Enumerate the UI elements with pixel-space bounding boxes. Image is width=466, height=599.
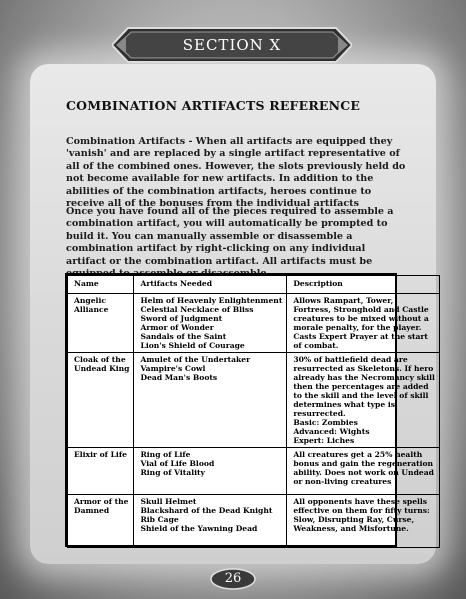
page-number: 26 [224,571,242,586]
table-row [68,294,440,353]
description-cell [287,353,440,448]
cell-line: Weakness, and Misfortune. [293,524,409,533]
cell-line: Armor of Wonder [140,323,214,332]
cell-line: Expert: Liches [293,436,355,445]
cell-line: Ring of Life [140,450,191,459]
description-cell [287,495,440,548]
cell-line: Allows Rampart, Tower, [293,296,394,305]
cell-line: Fortress, Stronghold and Castle [293,305,429,314]
cell-line: of combat. [293,341,339,350]
assembly-paragraph: Once you have found all of the pieces required to assemble a combination artifact, you will automatically be prompted to build it. You can manually assemble or disassemble a combination artifact by right-clicking on any individual artifact or the combination artifact. All artifacts must be [66,206,394,267]
artifacts-needed-cell [134,353,287,448]
cell-line: resurrected. [293,409,346,418]
cell-line: Slow, Disrupting Ray, Curse, [293,515,415,524]
cell-line: Amulet of the Undertaker [140,355,251,364]
artifacts-needed-cell [134,448,287,495]
cell-line: Celestial Necklace of Bliss [140,305,254,314]
artifacts-needed-cell [134,294,287,353]
section-title: SECTION X [182,36,282,54]
cell-line: Casts Expert Prayer at the start [293,332,428,341]
table-row [68,495,440,548]
cell-line: All opponents have these spells [293,497,428,506]
description-cell [287,294,440,353]
cell-line: Helm of Heavenly Enlightenment [140,296,283,305]
cell-line: Vial of Life Blood [140,459,215,468]
cell-line: ability. Does not work on Undead [293,468,434,477]
table-row [68,353,440,448]
header-description: Description [287,276,440,294]
cell-line: 30% of battlefield dead are [293,355,408,364]
cell-line: Dead Man's Boots [140,373,218,382]
cell-line: Angelic [74,296,106,305]
cell-line: morale penalty, for the player. [293,323,422,332]
header-name: Name [68,276,134,294]
cell-line: All creatures get a 25% health [293,450,423,459]
cell-line: or non-living creatures [293,477,392,486]
artifacts-table [65,273,435,547]
cell-line: Blackshard of the Dead Knight [140,506,273,515]
cell-line: already has the Necromancy skill [293,373,435,382]
cell-line: Elixir of Life [74,450,127,459]
cell-line: Lion's Shield of Courage [140,341,245,350]
intro-paragraph: Combination Artifacts - When all artifacts are equipped they 'vanish' and are replaced by a single artifact representative of all of the combined ones. However, the slots previously held do not become available for new artifacts. In addition to the abilities of the combination artifacts, heroes continue to receive all of the bonuses from the individual artifacts [66,136,406,210]
cell-line: Sandals of the Saint [140,332,227,341]
page-number-badge [210,568,256,590]
cell-line: to the skill and the level of skill [293,391,429,400]
section-banner [112,26,352,64]
table-row [68,448,440,495]
cell-line: Sword of Judgment [140,314,223,323]
cell-line: creatures to be mixed without a [293,314,429,323]
artifact-name-cell [68,448,134,495]
table-header-row [68,276,440,294]
artifacts-grid [67,275,440,548]
cell-line: effective on them for fifty turns: [293,506,430,515]
cell-line: determines what type is [293,400,395,409]
cell-line: Damned [74,506,110,515]
cell-line: Advanced: Wights [293,427,370,436]
artifacts-needed-cell [134,495,287,548]
cell-line: Shield of the Yawning Dead [140,524,258,533]
cell-line: Basic: Zombies [293,418,358,427]
cell-line: resurrected as Skeletons. If hero [293,364,434,373]
cell-line: bonus and gain the regeneration [293,459,434,468]
cell-line: Undead King [74,364,130,373]
cell-line: Alliance [74,305,109,314]
artifact-name-cell [68,294,134,353]
cell-line: Vampire's Cowl [140,364,206,373]
cell-line: Rib Cage [140,515,179,524]
cell-line: Armor of the [74,497,129,506]
header-artifacts: Artifacts Needed [134,276,287,294]
cell-line: Ring of Vitality [140,468,205,477]
page-heading: COMBINATION ARTIFACTS REFERENCE [66,98,361,113]
description-cell [287,448,440,495]
artifact-name-cell [68,495,134,548]
cell-line: Cloak of the [74,355,126,364]
cell-line: then the percentages are added [293,382,429,391]
artifact-name-cell [68,353,134,448]
cell-line: Skull Helmet [140,497,197,506]
